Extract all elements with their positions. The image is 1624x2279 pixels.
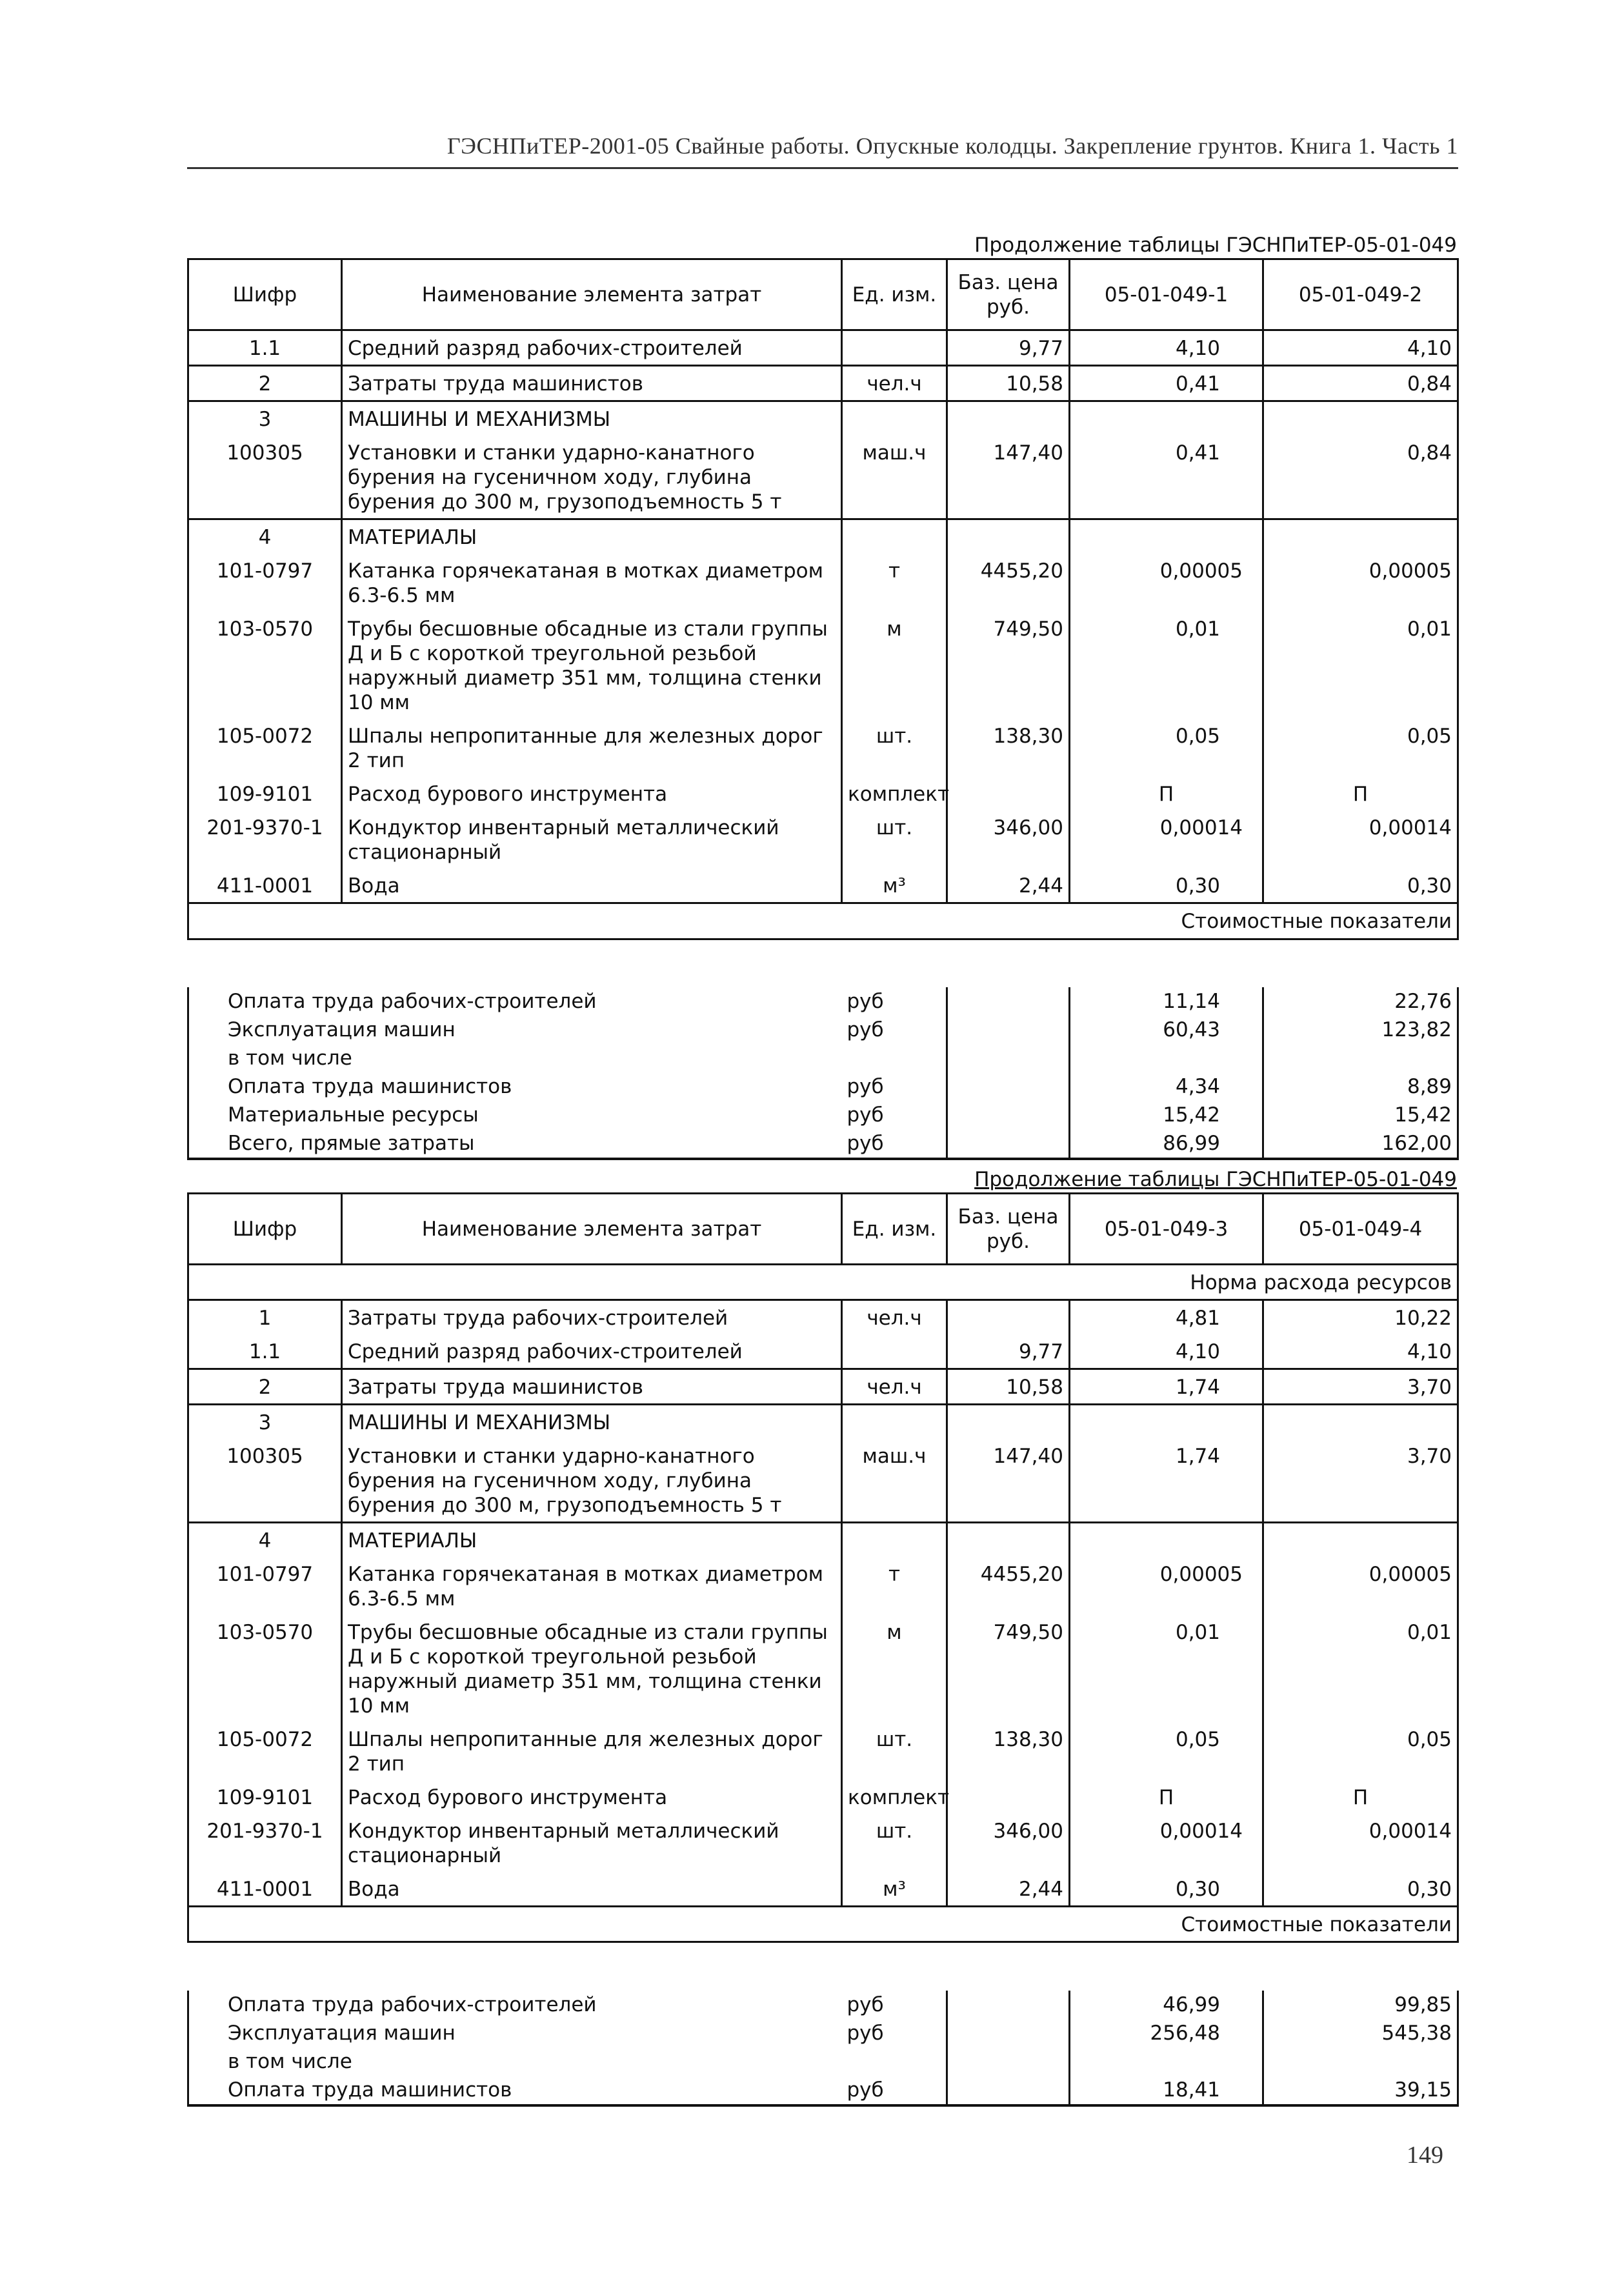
row-code: 100305 xyxy=(188,1439,342,1523)
table-row xyxy=(188,1722,1458,1780)
row-value-a: 0,41 xyxy=(1070,366,1263,401)
summary-row xyxy=(188,1044,1458,1072)
cost-banner-row xyxy=(188,1907,1458,1942)
row-value-b: 0,30 xyxy=(1263,1872,1458,1907)
row-name: Трубы бесшовные обсадные из стали группы Д и Б с короткой треугольной резьбой наружный диаметр 351 мм, толщина стенки 10 мм xyxy=(342,612,842,719)
summary-row xyxy=(188,1016,1458,1044)
row-value-a: 0,00005 xyxy=(1070,554,1263,612)
row-value-a: 1,74 xyxy=(1070,1439,1263,1523)
row-name: Затраты труда рабочих-строителей xyxy=(342,1300,842,1335)
row-unit: маш.ч xyxy=(842,436,947,519)
row-value-b: 0,00005 xyxy=(1263,1557,1458,1615)
summary-value-a: 11,14 xyxy=(1070,987,1263,1016)
row-value-b: 0,05 xyxy=(1263,1722,1458,1780)
summary-value-b: 162,00 xyxy=(1263,1129,1458,1159)
table-row xyxy=(188,1369,1458,1405)
running-header: ГЭСНПиТЕР-2001-05 Свайные работы. Опускные колодцы. Закрепление грунтов. Книга 1. Часть 1 xyxy=(187,132,1458,169)
row-unit: т xyxy=(842,554,947,612)
row-name: Кондуктор инвентарный металлический стационарный xyxy=(342,810,842,868)
table-row xyxy=(188,1405,1458,1440)
summary-value-b: 15,42 xyxy=(1263,1101,1458,1129)
row-name: Вода xyxy=(342,868,842,903)
row-value-a: 4,10 xyxy=(1070,330,1263,366)
col-header-unit: Ед. изм. xyxy=(842,259,947,330)
row-value-a: 0,01 xyxy=(1070,612,1263,719)
row-price: 138,30 xyxy=(947,1722,1070,1780)
col-header-name: Наименование элемента затрат xyxy=(342,259,842,330)
row-code: 4 xyxy=(188,1523,342,1558)
row-code: 3 xyxy=(188,401,342,436)
row-unit: чел.ч xyxy=(842,1300,947,1335)
row-code: 201-9370-1 xyxy=(188,1814,342,1872)
table-row xyxy=(188,519,1458,554)
table2-caption xyxy=(187,1168,1457,1191)
table-row xyxy=(188,868,1458,903)
row-code: 101-0797 xyxy=(188,554,342,612)
row-code: 109-9101 xyxy=(188,777,342,810)
summary-label: в том числе xyxy=(188,1044,842,1072)
summary-row xyxy=(188,1101,1458,1129)
row-value-b: П xyxy=(1263,1780,1458,1814)
row-name: Вода xyxy=(342,1872,842,1907)
row-value-b: 0,00014 xyxy=(1263,810,1458,868)
table2 xyxy=(187,1192,1459,1943)
row-name: МАТЕРИАЛЫ xyxy=(342,519,842,554)
row-price xyxy=(947,1300,1070,1335)
row-price: 749,50 xyxy=(947,1615,1070,1722)
row-value-a: П xyxy=(1070,777,1263,810)
row-unit xyxy=(842,1334,947,1369)
row-price: 2,44 xyxy=(947,868,1070,903)
row-value-b: П xyxy=(1263,777,1458,810)
row-name: МАШИНЫ И МЕХАНИЗМЫ xyxy=(342,401,842,436)
row-code: 411-0001 xyxy=(188,1872,342,1907)
page-number: 149 xyxy=(1407,2142,1443,2169)
table-row xyxy=(188,719,1458,777)
row-value-a: 4,81 xyxy=(1070,1300,1263,1335)
summary-label: Эксплуатация машин xyxy=(188,1016,842,1044)
row-value-a: 4,10 xyxy=(1070,1334,1263,1369)
cost-banner-row xyxy=(188,903,1458,939)
row-unit: шт. xyxy=(842,1814,947,1872)
table-row xyxy=(188,1780,1458,1814)
table-row xyxy=(188,612,1458,719)
row-unit: чел.ч xyxy=(842,1369,947,1405)
col-header-code: Шифр xyxy=(188,259,342,330)
summary-unit: руб xyxy=(842,1129,947,1159)
summary-value-a: 15,42 xyxy=(1070,1101,1263,1129)
row-value-a: 0,30 xyxy=(1070,868,1263,903)
summary-row xyxy=(188,2019,1458,2047)
row-name: Катанка горячекатаная в мотках диаметром 6.3-6.5 мм xyxy=(342,554,842,612)
summary-unit: руб xyxy=(842,1101,947,1129)
row-value-a: 0,05 xyxy=(1070,719,1263,777)
table1 xyxy=(187,258,1459,940)
summary-value-b: 99,85 xyxy=(1263,1991,1458,2019)
row-name: МАШИНЫ И МЕХАНИЗМЫ xyxy=(342,1405,842,1440)
row-value-a: 0,00005 xyxy=(1070,1557,1263,1615)
table-row xyxy=(188,554,1458,612)
table-row xyxy=(188,1814,1458,1872)
row-name: Средний разряд рабочих-строителей xyxy=(342,330,842,366)
col-header-code: Шифр xyxy=(188,1194,342,1265)
summary-value-b: 8,89 xyxy=(1263,1072,1458,1101)
row-code: 105-0072 xyxy=(188,1722,342,1780)
row-price: 147,40 xyxy=(947,1439,1070,1523)
summary-value-b: 123,82 xyxy=(1263,1016,1458,1044)
summary-label: Эксплуатация машин xyxy=(188,2019,842,2047)
col-header-a: 05-01-049-1 xyxy=(1070,259,1263,330)
row-name: Затраты труда машинистов xyxy=(342,366,842,401)
summary-unit: руб xyxy=(842,2076,947,2105)
table1-caption-text: Продолжение таблицы ГЭСНПиТЕР-05-01-049 xyxy=(974,234,1457,257)
table-row xyxy=(188,1300,1458,1335)
summary-value-a: 60,43 xyxy=(1070,1016,1263,1044)
row-price: 346,00 xyxy=(947,1814,1070,1872)
row-name: МАТЕРИАЛЫ xyxy=(342,1523,842,1558)
row-value-b: 4,10 xyxy=(1263,1334,1458,1369)
row-value-a: 0,05 xyxy=(1070,1722,1263,1780)
row-unit: комплект xyxy=(842,1780,947,1814)
row-unit: шт. xyxy=(842,1722,947,1780)
summary-value-a: 4,34 xyxy=(1070,1072,1263,1101)
summary-value-a: 18,41 xyxy=(1070,2076,1263,2105)
row-price: 4455,20 xyxy=(947,1557,1070,1615)
summary-value-b: 545,38 xyxy=(1263,2019,1458,2047)
row-code: 100305 xyxy=(188,436,342,519)
row-name: Затраты труда машинистов xyxy=(342,1369,842,1405)
row-price: 10,58 xyxy=(947,366,1070,401)
table-row xyxy=(188,1523,1458,1558)
row-code: 103-0570 xyxy=(188,1615,342,1722)
summary-label: в том числе xyxy=(188,2047,842,2076)
summary-value-b: 22,76 xyxy=(1263,987,1458,1016)
col-header-b: 05-01-049-2 xyxy=(1263,259,1458,330)
row-name: Установки и станки ударно-канатного бурения на гусеничном ходу, глубина бурения до 300 м, грузоподъемность 5 т xyxy=(342,436,842,519)
row-value-b: 0,00005 xyxy=(1263,554,1458,612)
norm-banner: Норма расхода ресурсов xyxy=(188,1265,1458,1300)
row-name: Шпалы непропитанные для железных дорог 2 тип xyxy=(342,719,842,777)
table-row xyxy=(188,1439,1458,1523)
row-value-b: 4,10 xyxy=(1263,330,1458,366)
row-name: Трубы бесшовные обсадные из стали группы Д и Б с короткой треугольной резьбой наружный диаметр 351 мм, толщина стенки 10 мм xyxy=(342,1615,842,1722)
row-unit: м³ xyxy=(842,868,947,903)
row-code: 1.1 xyxy=(188,1334,342,1369)
row-unit: м³ xyxy=(842,1872,947,1907)
summary-unit: руб xyxy=(842,1016,947,1044)
row-value-b: 0,00014 xyxy=(1263,1814,1458,1872)
summary-label: Оплата труда машинистов xyxy=(188,1072,842,1101)
col-header-price: Баз. цена руб. xyxy=(947,1194,1070,1265)
col-header-a: 05-01-049-3 xyxy=(1070,1194,1263,1265)
row-unit: шт. xyxy=(842,719,947,777)
row-code: 109-9101 xyxy=(188,1780,342,1814)
row-name: Расход бурового инструмента xyxy=(342,1780,842,1814)
cost-banner: Стоимостные показатели xyxy=(188,903,1458,939)
summary-row xyxy=(188,2047,1458,2076)
row-code: 411-0001 xyxy=(188,868,342,903)
col-header-name: Наименование элемента затрат xyxy=(342,1194,842,1265)
row-name: Шпалы непропитанные для железных дорог 2 тип xyxy=(342,1722,842,1780)
row-code: 1.1 xyxy=(188,330,342,366)
row-value-a: 0,00014 xyxy=(1070,810,1263,868)
table1-caption xyxy=(187,234,1457,257)
row-value-b: 10,22 xyxy=(1263,1300,1458,1335)
cost-banner: Стоимостные показатели xyxy=(188,1907,1458,1942)
row-value-b: 3,70 xyxy=(1263,1369,1458,1405)
table-row xyxy=(188,366,1458,401)
summary-unit: руб xyxy=(842,1991,947,2019)
row-value-b: 0,84 xyxy=(1263,436,1458,519)
row-value-a: 0,41 xyxy=(1070,436,1263,519)
summary-row xyxy=(188,1072,1458,1101)
row-price: 4455,20 xyxy=(947,554,1070,612)
row-name: Катанка горячекатаная в мотках диаметром 6.3-6.5 мм xyxy=(342,1557,842,1615)
table-row xyxy=(188,1557,1458,1615)
row-price xyxy=(947,1780,1070,1814)
row-unit: м xyxy=(842,1615,947,1722)
row-unit: маш.ч xyxy=(842,1439,947,1523)
row-price: 9,77 xyxy=(947,330,1070,366)
row-value-b: 0,84 xyxy=(1263,366,1458,401)
row-code: 103-0570 xyxy=(188,612,342,719)
row-price: 147,40 xyxy=(947,436,1070,519)
row-unit: т xyxy=(842,1557,947,1615)
row-value-a: 0,01 xyxy=(1070,1615,1263,1722)
row-unit xyxy=(842,330,947,366)
table-row xyxy=(188,436,1458,519)
row-value-b: 3,70 xyxy=(1263,1439,1458,1523)
row-code: 201-9370-1 xyxy=(188,810,342,868)
summary-row xyxy=(188,987,1458,1016)
table2-summary xyxy=(187,1991,1459,2107)
row-code: 105-0072 xyxy=(188,719,342,777)
summary-row xyxy=(188,1991,1458,2019)
summary-unit: руб xyxy=(842,2019,947,2047)
row-value-b: 0,05 xyxy=(1263,719,1458,777)
row-code: 3 xyxy=(188,1405,342,1440)
row-value-a: П xyxy=(1070,1780,1263,1814)
row-code: 101-0797 xyxy=(188,1557,342,1615)
table1-summary xyxy=(187,987,1459,1160)
table-row xyxy=(188,330,1458,366)
table-row xyxy=(188,1615,1458,1722)
row-name: Кондуктор инвентарный металлический стационарный xyxy=(342,1814,842,1872)
row-value-a: 0,00014 xyxy=(1070,1814,1263,1872)
table2-caption-text: Продолжение таблицы ГЭСНПиТЕР-05-01-049 xyxy=(974,1168,1457,1191)
row-unit: комплект xyxy=(842,777,947,810)
table-row xyxy=(188,1334,1458,1369)
row-name: Установки и станки ударно-канатного бурения на гусеничном ходу, глубина бурения до 300 м, грузоподъемность 5 т xyxy=(342,1439,842,1523)
table-row xyxy=(188,810,1458,868)
summary-unit: руб xyxy=(842,987,947,1016)
summary-label: Оплата труда рабочих-строителей xyxy=(188,987,842,1016)
row-code: 2 xyxy=(188,366,342,401)
row-price: 2,44 xyxy=(947,1872,1070,1907)
row-name: Средний разряд рабочих-строителей xyxy=(342,1334,842,1369)
row-value-b: 0,30 xyxy=(1263,868,1458,903)
summary-value-a: 86,99 xyxy=(1070,1129,1263,1159)
norm-banner-row xyxy=(188,1265,1458,1300)
row-code: 4 xyxy=(188,519,342,554)
row-unit: м xyxy=(842,612,947,719)
row-price: 138,30 xyxy=(947,719,1070,777)
summary-value-a: 256,48 xyxy=(1070,2019,1263,2047)
row-code: 2 xyxy=(188,1369,342,1405)
table-row xyxy=(188,777,1458,810)
row-value-b: 0,01 xyxy=(1263,612,1458,719)
summary-label: Всего, прямые затраты xyxy=(188,1129,842,1159)
summary-value-a: 46,99 xyxy=(1070,1991,1263,2019)
row-value-a: 0,30 xyxy=(1070,1872,1263,1907)
row-code: 1 xyxy=(188,1300,342,1335)
row-value-b: 0,01 xyxy=(1263,1615,1458,1722)
summary-label: Оплата труда рабочих-строителей xyxy=(188,1991,842,2019)
col-header-unit: Ед. изм. xyxy=(842,1194,947,1265)
row-price: 10,58 xyxy=(947,1369,1070,1405)
summary-label: Оплата труда машинистов xyxy=(188,2076,842,2105)
table-row xyxy=(188,401,1458,436)
summary-label: Материальные ресурсы xyxy=(188,1101,842,1129)
row-price: 749,50 xyxy=(947,612,1070,719)
row-price xyxy=(947,777,1070,810)
col-header-price: Баз. цена руб. xyxy=(947,259,1070,330)
row-unit: шт. xyxy=(842,810,947,868)
row-price: 9,77 xyxy=(947,1334,1070,1369)
summary-row xyxy=(188,1129,1458,1159)
summary-value-b: 39,15 xyxy=(1263,2076,1458,2105)
row-price: 346,00 xyxy=(947,810,1070,868)
row-name: Расход бурового инструмента xyxy=(342,777,842,810)
summary-unit: руб xyxy=(842,1072,947,1101)
col-header-b: 05-01-049-4 xyxy=(1263,1194,1458,1265)
row-value-a: 1,74 xyxy=(1070,1369,1263,1405)
table-row xyxy=(188,1872,1458,1907)
summary-row xyxy=(188,2076,1458,2105)
row-unit: чел.ч xyxy=(842,366,947,401)
